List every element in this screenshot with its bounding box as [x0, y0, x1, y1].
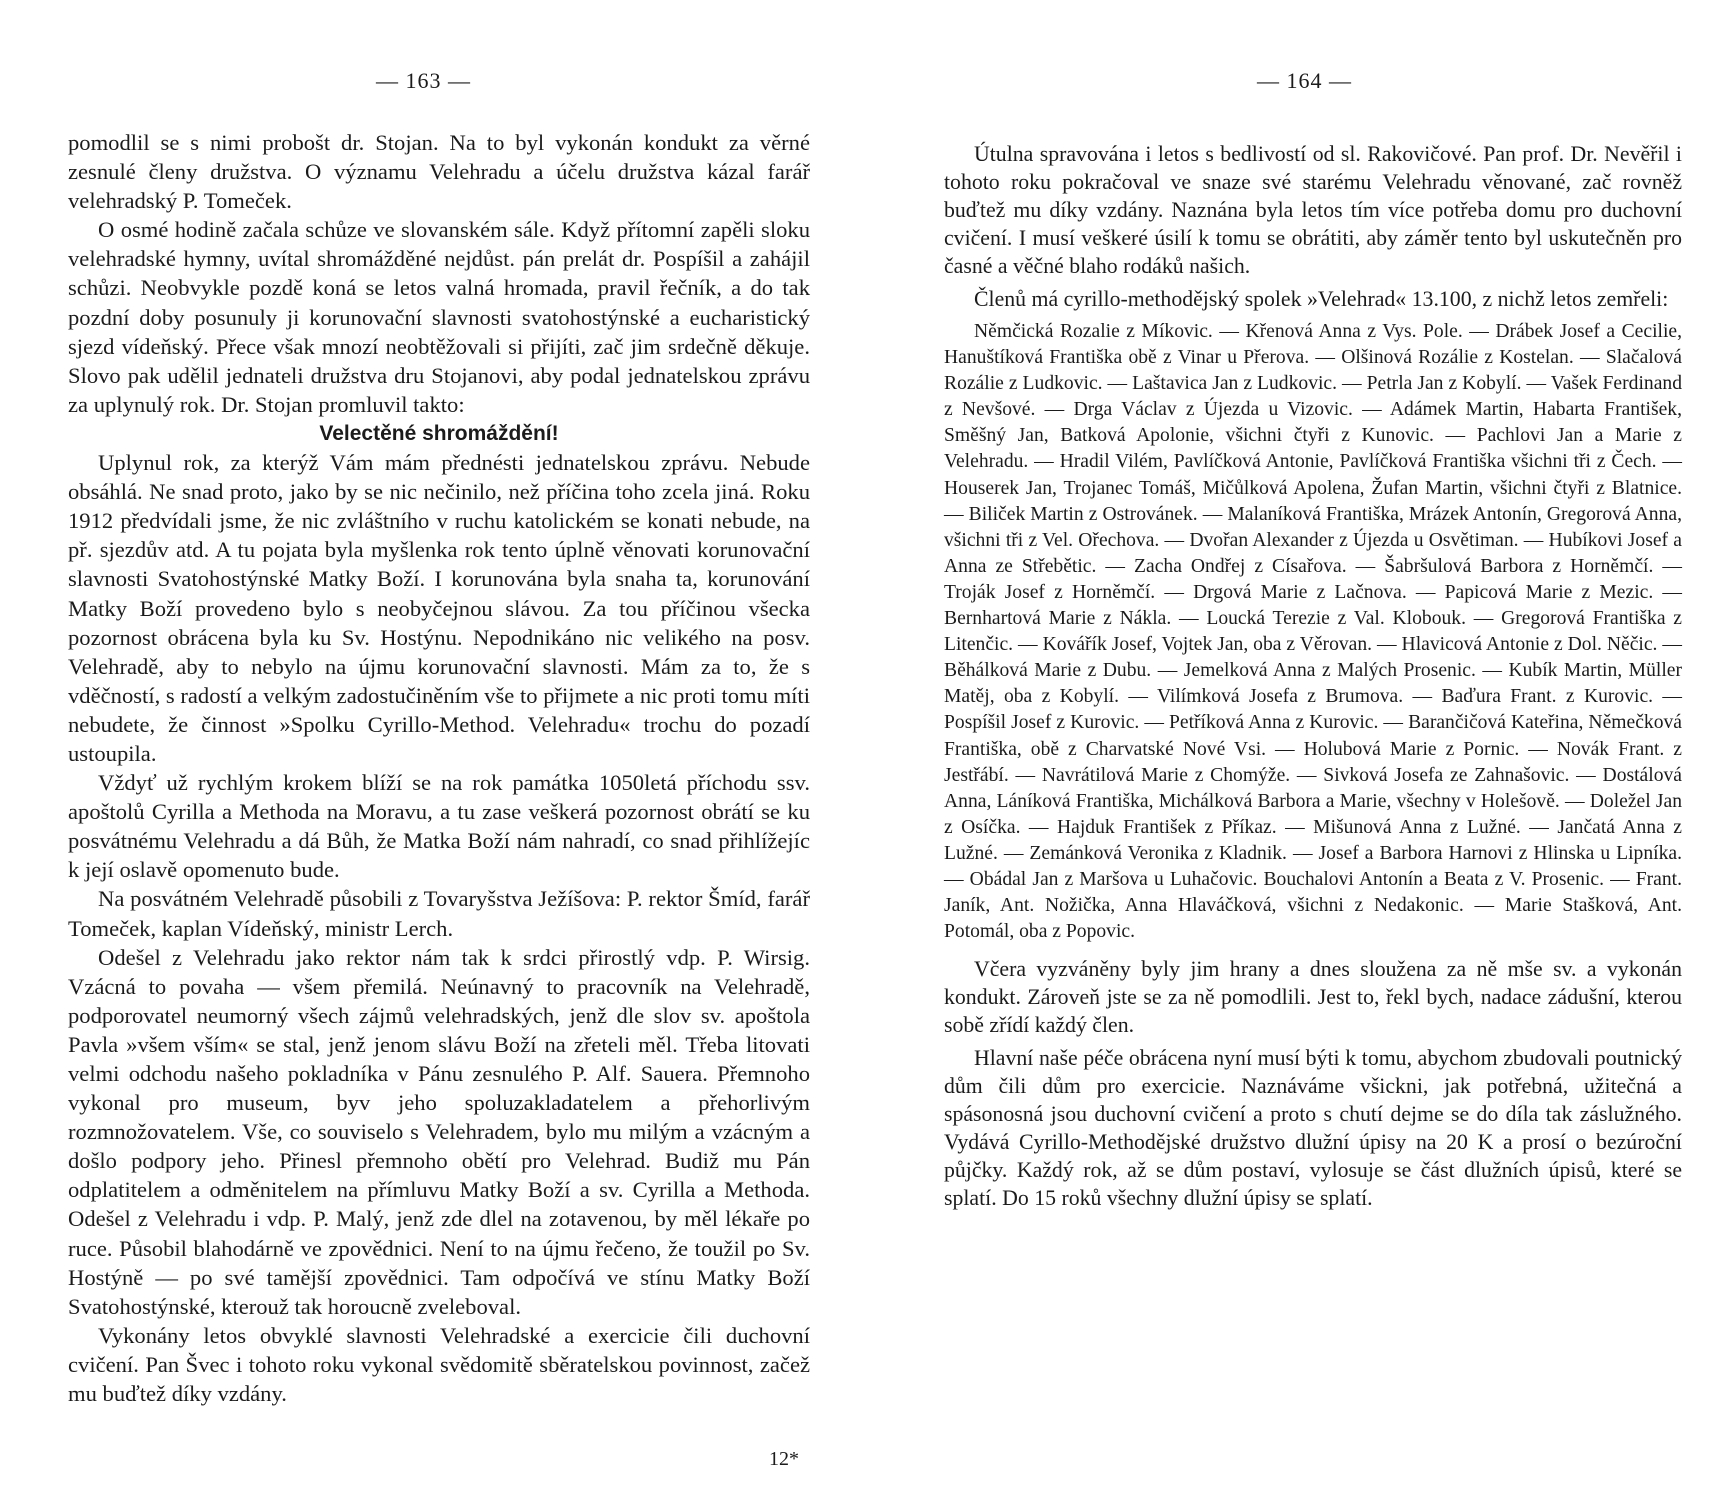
deceased-members-list: Němčická Rozalie z Míkovic. — Křenová Anna z Vys. Pole. — Drábek Josef a Cecilie, Hanuštíková Františka obě z Vinar u Přerova. — Olšinová Rozálie z Kostelan. — Slačalová Rozálie z Ludkovic. — Laštavica Jan z Ludkovic. — Petrla Jan z Kobylí. — Vašek Ferdinand z Nevšové. — Drga Václav z Újezda u Vizovic. — Adámek Martin, Habarta František, Směšný Jan, Batková Apolonie, všichni čtyři z Kunovic. — Pachlovi Jan a Marie z Velehradu. — Hradil Vilém, Pavlíčková Antonie, Pavlíčková Františka všichni tři z Čech. — Houserek Jan, Trojanec Tomáš, Mičůlková Apolena, Žufan Martin, všichni čtyři z Blatnice. — Biliček Martin z Ostrovánek. — Malaníková Františka, Mrázek Antonín, Gregorová Anna, všichni tři z Vel. Ořechova. — Dvořan Alexander z Újezda u Osvětiman. — Hubíkovi Josef a Anna ze Střebětic. — Zacha Ondřej z Císařova. — Šabršulová Barbora z Horněmčí. — Troják Josef z Horněmčí. — Drgová Marie z Lačnova. — Papicová Marie z Mezic. — Bernhartová Marie z Nákla. — Loucká Terezie z Val. Klobouk. — Gregorová Františka z Litenčic. — Kovářík Josef, Vojtek Jan, oba z Věrovan. — Hlavicová Antonie z Dol. Něčic. — Běhálková Marie z Dubu. — Jemelková Anna z Malých Prosenic. — Kubík Martin, Müller Matěj, oba z Kobylí. — Vilímková Josefa z Brumova. — Baďura Frant. z Kurovic. — Pospíšil Josef z Kurovic. — Petříková Anna z Kurovic. — Barančičová Kateřina, Němečková Františka, obě z Charvatské Nové Vsi. — Holubová Marie z Pornic. — Novák Frant. z Jestřábí. — Navrátilová Marie z Chomýže. — Sivková Josefa ze Zahnašovic. — Dostálová Anna, Láníková Františka, Michálková Barbora a Marie, všechny v Holešově. — Doležel Jan z Osíčka. — Hajduk František z Příkaz. — Mišunová Anna z Lužné. — Jančatá Anna z Lužné. — Zemánková Veronika z Kladnik. — Josef a Barbora Harnovi z Hlinska u Lipníka. — Obádal Jan z Maršova u Luhačovic. Bouchalovi Antonín a Beata z V. Prosenic. — Frant. Janík, Ant. Nožička, Anna Hlaváčková, všichni z Nedakonic. — Marie Stašková, Ant. Potomál, oba z Popovic. [944, 321, 1682, 943]
paragraph: Útulna spravována i letos s bedlivostí od sl. Rakovičové. Pan prof. Dr. Nevěřil i tohoto roku pokračoval ve snaze své starému Velehradu věnované, zač rovněž buďtež mu díky vzdány. Naznána byla letos tím více potřeba domu pro duchovní cvičení. I musí veškeré úsilí k tomu se obrátiti, aby záměr tento byl uskutečněn pro časné a věčné blaho rodáků našich. [944, 142, 1682, 278]
paragraph: Uplynul rok, za kterýž Vám mám přednésti jednatelskou zprávu. Nebude obsáhlá. Ne snad proto, jako by se nic nečinilo, než příčina toho zcela jiná. Roku 1912 předvídali jsme, že nic zvláštního v ruchu katolickém se konati nebude, na př. sjezdův atd. A tu pojata byla myšlenka rok tento úplně věnovati korunovační slavnosti Svatohostýnské Matky Boží. I korunována byla snaha ta, korunování Matky Boží provedeno bylo s neobyčejnou slávou. Za tou příčinou všecka pozornost obrácena byla ku Sv. Hostýnu. Nepodnikáno nic velikého na posv. Velehradě, aby to nebylo na újmu korunovační slavnosti. Mám za to, že s vděčností, s radostí a velkým zadostučiněním vše to přijmete a nic proti tomu míti nebudete, že činnost »Spolku Cyrillo-Method. Velehradu« trochu do pozadí ustoupila. [68, 450, 810, 766]
page-number-right: — 164 — [1257, 68, 1352, 93]
paragraph: Hlavní naše péče obrácena nyní musí býti k tomu, abychom zbudovali poutnický dům čili dům pro exercicie. Naznáváme všickni, jak potřebná, užitečná a spásonosná jsou duchovní cvičení a proto s chutí dejme se do díla tak záslužného. Vydává Cyrillo-Methodějské družstvo dlužní úpisy na 20 K a prosí o bezúroční půjčky. Každý rok, až se dům postaví, vylosuje se část dlužních úpisů, které se splatí. Do 15 roků všechny dlužní úpisy se splatí. [944, 1046, 1682, 1211]
paragraph: Včera vyzváněny byly jim hrany a dnes sloužena za ně mše sv. a vykonán kondukt. Zároveň jste se za ně pomodlili. Jest to, řekl bych, nadace zádušní, kterou sobě zřídí každý člen. [944, 957, 1682, 1038]
paragraph: O osmé hodině začala schůze ve slovanském sále. Když přítomní zapěli sloku velehradské hymny, uvítal shromážděné nejdůst. pán prelát dr. Pospíšil a zahájil schůzi. Neobvykle pozdě koná se letos valná hromada, pravil řečník, a do tak pozdní doby posunuly ji korunovační slavnosti svatohostýnské a eucharistický sjezd vídeňský. Přece však mnozí neobtěžovali si přijíti, zač jim srdečně děkuje. Slovo pak udělil jednateli družstva dru Stojanovi, aby podal jednatelskou zprávu za uplynulý rok. Dr. Stojan promluvil takto: [68, 217, 810, 417]
paragraph: Vykonány letos obvyklé slavnosti Velehradské a exercicie čili duchovní cvičení. Pan Švec i tohoto roku vykonal svědomitě sběratelskou povinnost, začež mu buďtež díky vzdány. [68, 1322, 810, 1407]
paragraph: Na posvátném Velehradě působili z Tovaryšstva Ježíšova: P. rektor Šmíd, farář Tomeček, kaplan Vídeňský, ministr Lerch. [68, 886, 810, 941]
paragraph: Odešel z Velehradu jako rektor nám tak k srdci přirostlý vdp. P. Wirsig. Vzácná to povaha — všem přemilá. Neúnavný to pracovník na Velehradě, podporovatel neumorný všech zájmů velehradských, jenž dle slov sv. apoštola Pavla »všem vším« se stal, jenž jenom slávu Boží na zřeteli měl. Třeba litovati velmi odchodu našeho pokladníka v Pánu zesnulého P. Alf. Sauera. Přemnoho vykonal pro museum, byv jeho spoluzakladatelem a přehorlivým rozmnožovatelem. Vše, co souviselo s Velehradem, bylo mu milým a vzácným a došlo podpory jeho. Přinesl přemnoho obětí pro Velehrad. Budiž mu Pán odplatitelem a odměnitelem na přímluvu Matky Boží a sv. Cyrilla a Methoda. Odešel z Velehradu i vdp. P. Malý, jenž zde dlel na zotavenou, by měl lékaře po ruce. Působil blahodárně ve zpovědnici. Není to na újmu řečeno, že toužil po Sv. Hostýně — po své tamější zpovědnici. Tam odpočívá ve stínu Matky Boží Svatohostýnské, kterouž tak horoucně zveleboval. [68, 944, 810, 1319]
signature-mark: 12* [769, 1448, 799, 1470]
paragraph: Členů má cyrillo-methodějský spolek »Velehrad« 13.100, z nichž letos zemřeli: [974, 287, 1669, 311]
right-text-column [944, 140, 1682, 1212]
speech-heading: Velectěné shromáždění! [319, 421, 559, 445]
paragraph: Vždyť už rychlým krokem blíží se na rok památka 1050letá příchodu ssv. apoštolů Cyrilla a Methoda na Moravu, a tu zase veškerá pozornost obrátí se ku posvátnému Velehradu a dá Bůh, že Matka Boží nám nahradí, co snad přihlížejíc k její oslavě opomenuto bude. [68, 770, 810, 883]
right-page [863, 0, 1726, 1500]
left-text-column [68, 128, 810, 1408]
paragraph: pomodlil se s nimi probošt dr. Stojan. Na to byl vykonán kondukt za věrné zesnulé členy družstva. O významu Velehradu a účelu družstva kázal farář velehradský P. Tomeček. [68, 130, 810, 214]
page-number-left: — 163 — [376, 68, 471, 93]
